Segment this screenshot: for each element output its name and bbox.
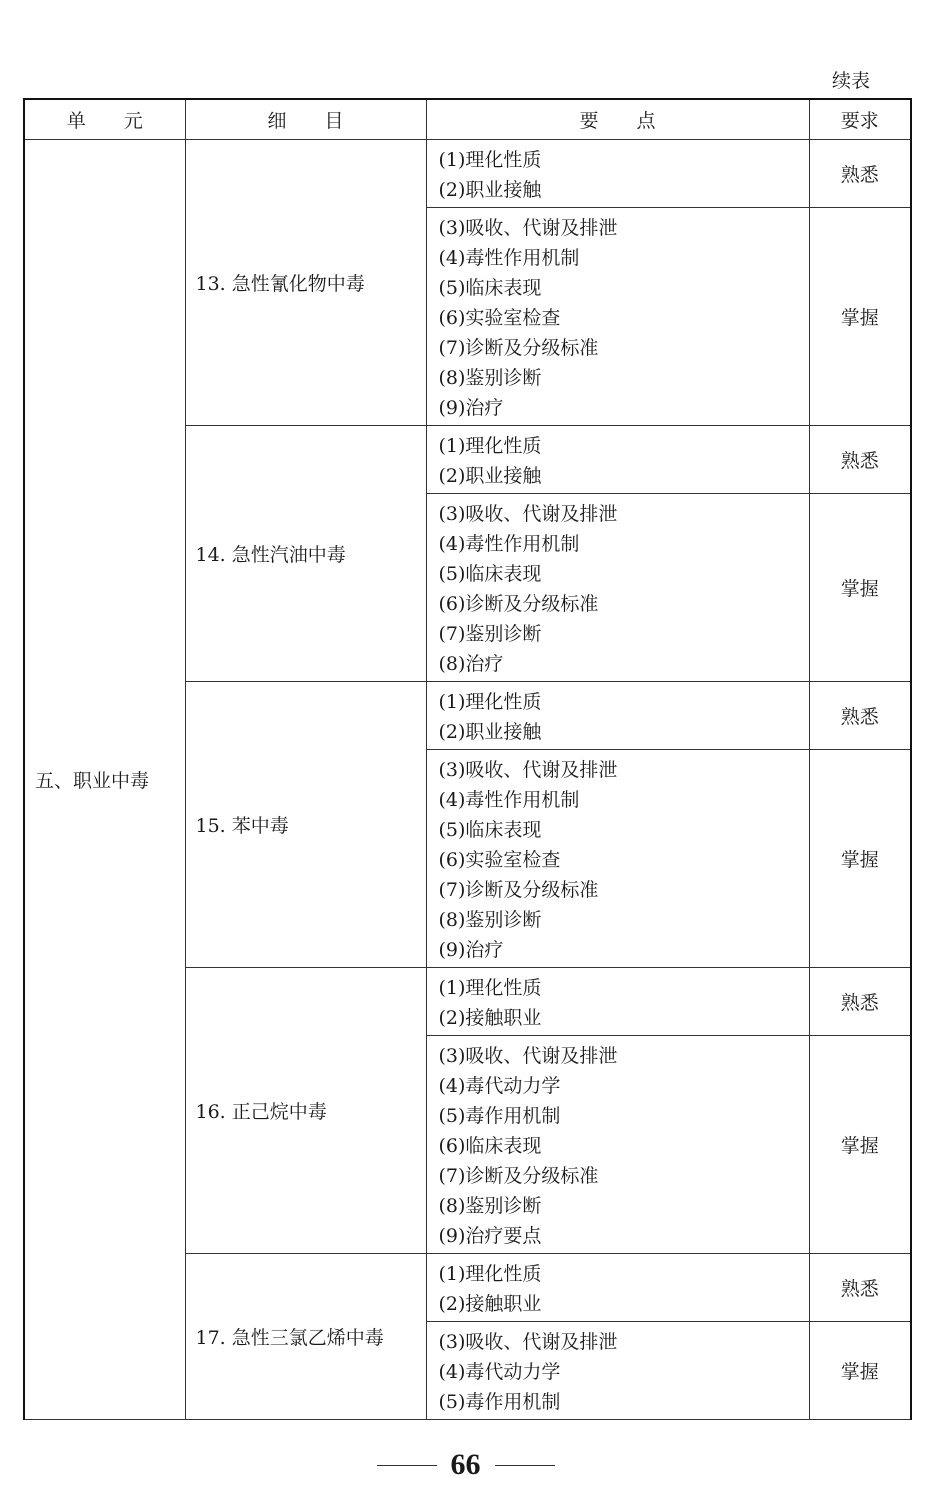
point-item: (3)吸收、代谢及排泄 xyxy=(438,1045,618,1067)
requirement-cell: 熟悉 xyxy=(809,968,911,1036)
point-item: (4)毒性作用机制 xyxy=(438,533,580,555)
point-item: (4)毒代动力学 xyxy=(438,1361,561,1383)
requirement-cell: 熟悉 xyxy=(809,1254,911,1322)
point-item: (2)职业接触 xyxy=(438,179,542,201)
point-item: (6)诊断及分级标准 xyxy=(438,593,599,615)
requirement-cell: 熟悉 xyxy=(809,682,911,750)
point-item: (6)实验室检查 xyxy=(438,307,561,329)
point-item: (3)吸收、代谢及排泄 xyxy=(438,217,618,239)
point-item: (8)治疗 xyxy=(438,653,504,675)
point-item: (9)治疗 xyxy=(438,397,504,419)
requirement-cell: 熟悉 xyxy=(809,426,911,494)
header-unit: 单 元 xyxy=(24,99,185,140)
requirement-cell: 掌握 xyxy=(809,1036,911,1254)
points-cell xyxy=(426,140,809,208)
point-item: (1)理化性质 xyxy=(438,1263,542,1285)
point-item: (5)临床表现 xyxy=(438,277,542,299)
header-requirement: 要求 xyxy=(809,99,911,140)
points-cell xyxy=(426,494,809,682)
point-item: (3)吸收、代谢及排泄 xyxy=(438,503,618,525)
point-item: (4)毒性作用机制 xyxy=(438,247,580,269)
point-item: (4)毒代动力学 xyxy=(438,1075,561,1097)
footer-rule-left xyxy=(377,1465,437,1466)
point-item: (7)鉴别诊断 xyxy=(438,623,542,645)
points-cell xyxy=(426,426,809,494)
continued-label: 续表 xyxy=(832,70,871,92)
point-item: (5)毒作用机制 xyxy=(438,1105,561,1127)
point-item: (2)职业接触 xyxy=(438,721,542,743)
point-item: (7)诊断及分级标准 xyxy=(438,879,599,901)
item-title: 14. 急性汽油中毒 xyxy=(185,426,426,682)
item-title: 13. 急性氰化物中毒 xyxy=(185,140,426,426)
table-header-row xyxy=(24,99,911,140)
points-cell xyxy=(426,682,809,750)
point-item: (1)理化性质 xyxy=(438,435,542,457)
header-points: 要 点 xyxy=(426,99,809,140)
point-item: (2)接触职业 xyxy=(438,1007,542,1029)
item-title: 16. 正己烷中毒 xyxy=(185,968,426,1254)
point-item: (6)实验室检查 xyxy=(438,849,561,871)
point-item: (6)临床表现 xyxy=(438,1135,542,1157)
item-title: 17. 急性三氯乙烯中毒 xyxy=(185,1254,426,1420)
footer-rule-right xyxy=(495,1465,555,1466)
requirement-cell: 掌握 xyxy=(809,750,911,968)
syllabus-table xyxy=(23,98,912,1420)
point-item: (7)诊断及分级标准 xyxy=(438,1165,599,1187)
point-item: (2)接触职业 xyxy=(438,1293,542,1315)
point-item: (8)鉴别诊断 xyxy=(438,1195,542,1217)
point-item: (5)临床表现 xyxy=(438,819,542,841)
requirement-cell: 熟悉 xyxy=(809,140,911,208)
point-item: (8)鉴别诊断 xyxy=(438,367,542,389)
point-item: (5)临床表现 xyxy=(438,563,542,585)
point-item: (1)理化性质 xyxy=(438,691,542,713)
point-item: (9)治疗 xyxy=(438,939,504,961)
points-cell xyxy=(426,1254,809,1322)
requirement-cell: 掌握 xyxy=(809,494,911,682)
page-number: 66 xyxy=(450,1448,481,1481)
header-item: 细 目 xyxy=(185,99,426,140)
requirement-cell: 掌握 xyxy=(809,1322,911,1420)
points-cell xyxy=(426,968,809,1036)
requirement-cell: 掌握 xyxy=(809,208,911,426)
point-item: (2)职业接触 xyxy=(438,465,542,487)
point-item: (1)理化性质 xyxy=(438,149,542,171)
page-footer xyxy=(0,1448,931,1482)
point-item: (3)吸收、代谢及排泄 xyxy=(438,759,618,781)
table-row xyxy=(24,140,911,208)
point-item: (7)诊断及分级标准 xyxy=(438,337,599,359)
points-cell xyxy=(426,1322,809,1420)
points-cell xyxy=(426,1036,809,1254)
point-item: (9)治疗要点 xyxy=(438,1225,542,1247)
unit-cell: 五、职业中毒 xyxy=(24,140,185,1420)
point-item: (3)吸收、代谢及排泄 xyxy=(438,1331,618,1353)
point-item: (4)毒性作用机制 xyxy=(438,789,580,811)
item-title: 15. 苯中毒 xyxy=(185,682,426,968)
points-cell xyxy=(426,750,809,968)
point-item: (1)理化性质 xyxy=(438,977,542,999)
points-cell xyxy=(426,208,809,426)
point-item: (5)毒作用机制 xyxy=(438,1391,561,1413)
point-item: (8)鉴别诊断 xyxy=(438,909,542,931)
